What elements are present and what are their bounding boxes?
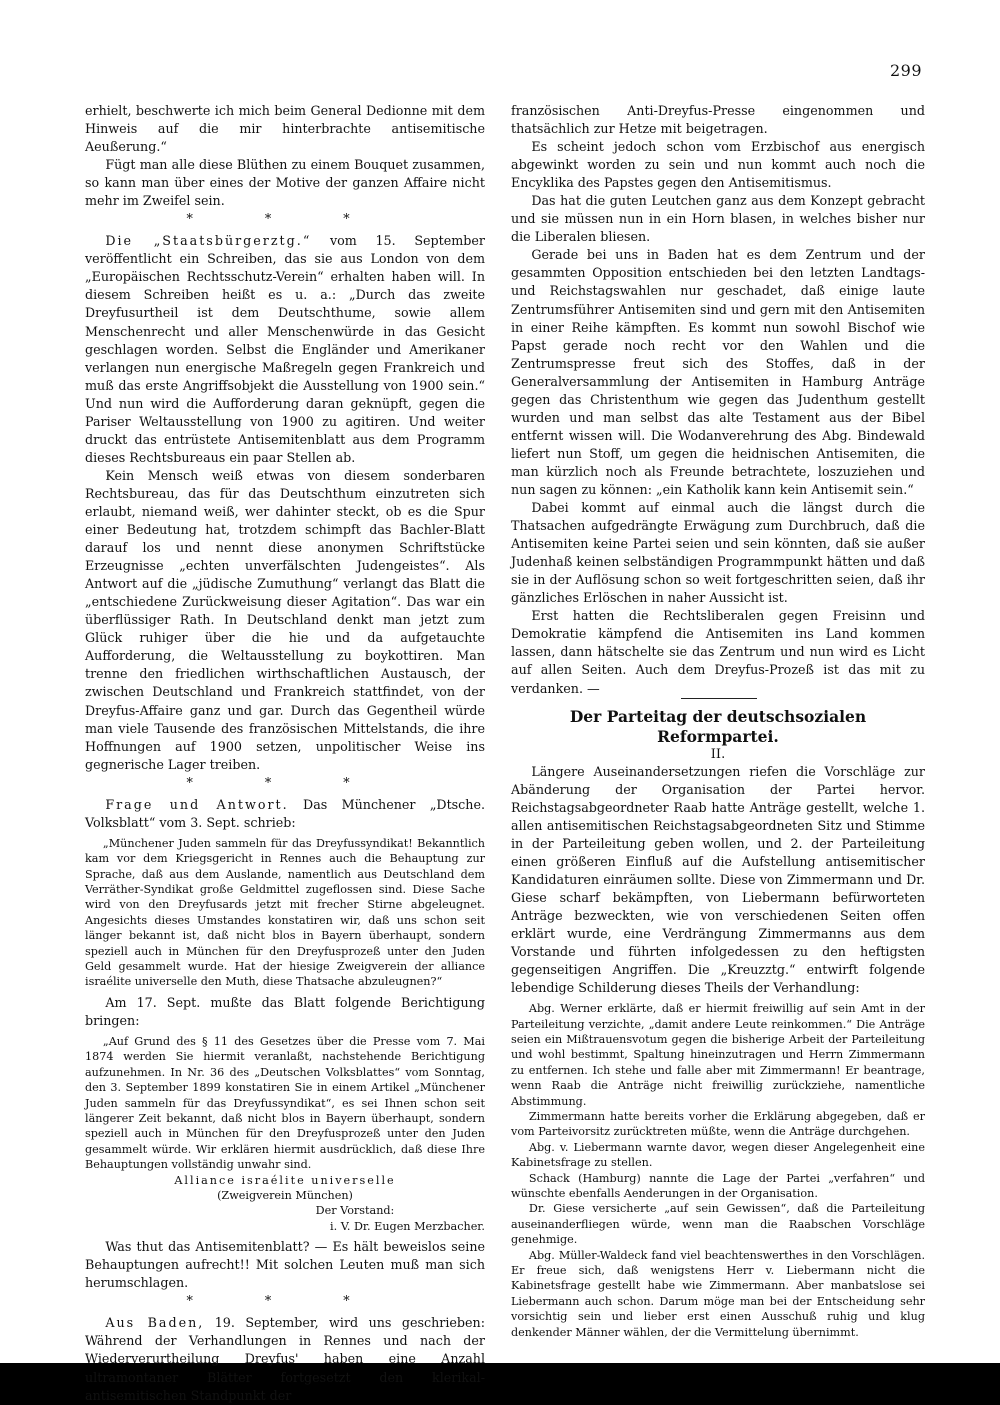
signature-name: i. V. Dr. Eugen Merzbacher. <box>330 1219 485 1233</box>
section-divider: * * * <box>186 211 384 227</box>
quoted-correction: „Auf Grund des § 11 des Gesetzes über die Presse vom 7. Mai 1874 werden Sie hiermit veranlaßt, nachstehende Berichtigung aufzunehmen. In Nr. 36 des „Deutschen Volksblattes“ vom Sonntag, den 3. September 1899 konstatiren Sie in einem Artikel „Münchener Juden sammeln für das Dreyfussyndikat“, es sei Ihnen schon seit längerer Zeit bekannt, daß nicht blos in Bayern überhaupt, sondern speziell auch in München für den Dreyfusprozeß unter den Juden gesammelt würde. Wir erklären hiermit ausdrücklich, daß diese Ihre Behauptungen vollständig unwahr sind. <box>85 1034 485 1172</box>
paragraph: Was thut das Antisemitenblatt? — Es hält beweislos seine Behauptungen aufrecht!! Mit solchen Leuten muß man sich herumschlagen. <box>85 1239 485 1291</box>
section-divider: * * * <box>186 1293 384 1309</box>
paragraph <box>85 796 485 832</box>
page-number: 299 <box>889 61 922 80</box>
signature-organization: Alliance israélite universelle <box>174 1173 396 1187</box>
report-paragraph: Dr. Giese versicherte „auf sein Gewissen“, daß die Parteileitung auseinanderfliegen würde, wenn man die Raabschen Vorschläge genehmige. <box>511 1202 925 1247</box>
article-part-number: II. <box>710 746 726 762</box>
paragraph-text: 19. September, wird uns geschrieben: Während der Verhandlungen in Rennes und nach der Wiederverurtheilung Dreyfus' haben eine Anzahl ultramontaner Blätter fortgesetzt den klerikal-antisemitischen Standpunkt der <box>85 1315 485 1403</box>
right-column <box>511 102 925 1340</box>
paragraph: Am 17. Sept. mußte das Blatt folgende Berichtigung bringen: <box>85 994 485 1028</box>
paragraph-text: Das Münchener „Dtsche. Volksblatt“ vom 3. Sept. schrieb: <box>85 796 485 830</box>
paragraph <box>85 232 485 467</box>
lead-in: Aus Baden, <box>105 1315 205 1331</box>
report-paragraph: Abg. Müller-Waldeck fand viel beachtenswerthes in den Vorschlägen. Er freue sich, daß wenigstens Herr v. Liebermann nicht die Kabinetsfrage gestellt habe wie Zimmermann. Aber manbatslose sei Liebermann auch schon. Darum möge man bei der Entscheidung sehr vorsichtig sein und lieber erst einen Ausschuß ruhig und klug denkender Männer wählen, der die Vermittelung übernimmt. <box>511 1248 925 1339</box>
paragraph: Längere Auseinandersetzungen riefen die Vorschläge zur Abänderung der Organisation der Partei hervor. Reichstagsabgeordneter Raab hatte Anträge gestellt, welche 1. allen antisemitischen Reichstagsabgeordneten Sitz und Stimme in der Parteileitung geben wollen, und 2. der Parteileitung einen größeren Einfluß auf die Aufstellung antisemitischer Kandidaturen einräumen sollte. Diese von Zimmermann und Dr. Giese scharf bekämpften, von Liebermann befürworteten Anträge bezweckten, wie von verschiedenen Seiten offen erklärt wurde, eine Verdrängung Zimmermanns aus dem Vorstande und führten infolgedessen zu den heftigsten gegenseitigen Angriffen. Die „Kreuzztg.“ entwirft folgende lebendige Schilderung dieses Theils der Verhandlung: <box>511 763 925 996</box>
paragraph: Das hat die guten Leutchen ganz aus dem Konzept gebracht und sie müssen nun in ein Horn blasen, in welches bisher nur die Liberalen bliesen. <box>511 193 925 245</box>
report-paragraph: Abg. Werner erklärte, daß er hiermit freiwillig auf sein Amt in der Parteileitung verzichte, „damit andere Leute reinkommen.“ Die Anträge seien ein Mißtrauensvotum gegen die bisherige Arbeit der Parteileitung und wohl bestimmt, Spaltung hineinzutragen und Herrn Zimmermann zu entfernen. Ich stehe und falle aber mit Zimmermann! Er beantrage, wenn Raab die Anträge nicht freiwillig zurückziehe, namentliche Abstimmung. <box>511 1002 925 1108</box>
article-headline: Der Parteitag der deutschsozialen Reformpartei. <box>569 706 867 746</box>
paragraph: Fügt man alle diese Blüthen zu einem Bouquet zusammen, so kann man über eines der Motive der ganzen Affaire nicht mehr im Zweifel sein. <box>85 157 485 209</box>
paragraph: Dabei kommt auf einmal auch die längst durch die Thatsachen aufgedrängte Erwägung zum Durchbruch, daß die Antisemiten keine Partei seien und sein könnten, daß sie außer Judenhaß keinen selbständigen Programmpunkt hätten und daß sie in der Auflösung schon so weit fortgeschritten seien, daß ihr gänzliches Erlöschen in naher Aussicht ist. <box>511 500 925 606</box>
paragraph: Erst hatten die Rechtsliberalen gegen Freisinn und Demokratie kämpfend die Antisemiten ins Land kommen lassen, dann hätschelte sie das Zentrum und nun wird es Licht auf allen Seiten. Auch dem Dreyfus-Prozeß ist das mit zu verdanken. — <box>511 608 925 696</box>
section-divider: * * * <box>186 774 384 790</box>
lead-in: Frage und Antwort. <box>105 796 289 812</box>
paragraph: erhielt, beschwerte ich mich beim General Dedionne mit dem Hinweis auf die mir hinterbrachte antisemitische Aeußerung.“ <box>85 103 485 155</box>
report-paragraph: Schack (Hamburg) nannte die Lage der Partei „verfahren“ und wünschte ebenfalls Aenderungen in der Organisation. <box>511 1171 925 1201</box>
paragraph: Es scheint jedoch schon vom Erzbischof aus energisch abgewinkt worden zu sein und nun kommt auch noch die Encyklika des Papstes gegen den Antisemitismus. <box>511 139 925 191</box>
paragraph: französischen Anti-Dreyfus-Presse eingenommen und thatsächlich zur Hetze mit beigetragen. <box>511 103 925 137</box>
divider-rule <box>681 698 757 699</box>
report-paragraph: Abg. v. Liebermann warnte davor, wegen dieser Angelegenheit eine Kabinetsfrage zu stellen. <box>511 1140 925 1170</box>
quoted-article: „Münchener Juden sammeln für das Dreyfussyndikat! Bekanntlich kam vor dem Kriegsgericht in Rennes auch die Behauptung zur Sprache, daß aus dem Auslande, namentlich aus Deutschland dem Verräther-Syndikat große Geldmittel zugeflossen sind. Diese Sache wird von den Dreyfusards jetzt mit frecher Stirne abgeleugnet. Angesichts dieses Umstandes konstatiren wir, daß uns schon seit länger bekannt ist, daß nicht blos in Bayern überhaupt, sondern speziell auch in München für den Dreyfusprozeß unter den Juden Geld gesammelt wurde. Hat der hiesige Zweigverein der alliance israélite universelle den Muth, diese Thatsache abzuleugnen?“ <box>85 836 485 989</box>
report-paragraph: Zimmermann hatte bereits vorher die Erklärung abgegeben, daß er vom Parteivorsitz zurücktreten müßte, wenn die Anträge durchgehen. <box>511 1110 925 1139</box>
signature-board: Der Vorstand: <box>315 1204 395 1218</box>
paragraph: Kein Mensch weiß etwas von diesem sonderbaren Rechtsbureau, das für das Deutschthum einzutreten sich erlaubt, niemand weiß, wer dahinter steckt, ob es die Spur einer Bedeutung hat, trotzdem schimpft das Bachler-Blatt darauf los und nennt diese anonymen Schriftstücke Erzeugnisse „echten unverfälschten Judengeistes“. Als Antwort auf die „jüdische Zumuthung“ verlangt das Blatt die „entschiedene Zurückweisung dieser Agitation“. Das war ein überflüssiger Rath. In Deutschland denkt man jetzt zum Glück ruhiger über die hie und da aufgetauchte Aufforderung, die Weltausstellung zu boykottiren. Man trenne den friedlichen wirthschaftlichen Austausch, der zwischen Deutschland und Frankreich stattfindet, von der Dreyfus-Affaire ganz und gar. Durch das Gegentheil würde man viele Tausende des französischen Mittelstands, die ihre Hoffnungen auf 1900 setzen, unpolitischer Weise ins gegnerische Lager treiben. <box>85 467 485 772</box>
lead-in: Die „Staatsbürgerztg.“ <box>105 233 312 249</box>
signature-branch: (Zweigverein München) <box>217 1189 353 1202</box>
left-column <box>85 102 485 1405</box>
paragraph: Gerade bei uns in Baden hat es dem Zentrum und der gesammten Opposition entschieden bei den letzten Landtags- und Reichstagswahlen nur geschadet, daß einige laute Zentrumsführer Antisemiten sind und gern mit den Antisemiten in einer Reihe kämpften. Es kommt nun sowohl Bischof wie Papst gerade noch recht vor den Wahlen und die Zentrumspresse freut sich des Stoffes, daß in der Generalversammlung der Antisemiten in Hamburg Anträge gegen das Christenthum wie gegen das Judenthum gestellt wurden und man selbst das alte Testament aus der Bibel entfernt wissen will. Die Wodanverehrung des Abg. Bindewald liefert nun Stoff, um gegen die heidnischen Antisemiten, die man kürzlich noch als Freunde betrachtete, loszuziehen und nun sagen zu können: „ein Katholik kann kein Antisemit sein.“ <box>511 247 925 497</box>
paragraph-text: vom 15. September veröffentlicht ein Schreiben, das sie aus London von dem „Europäischen Rechtsschutz-Verein“ erhalten haben will. In diesem Schreiben heißt es u. a.: „Durch das zweite Dreyfusurtheil ist dem Deutschthume, sowie allem Menschenrecht und aller Menschenwürde in das Gesicht geschlagen worden. Selbst die Engländer und Amerikaner verlangen nun energische Maßregeln gegen Frankreich und muß das erste Angriffsobjekt die Ausstellung von 1900 sein.“ Und nun wird die Aufforderung daran geknüpft, gegen die Pariser Weltausstellung von 1900 zu agitiren. Und weiter druckt das entrüstete Antisemitenblatt aus dem Programm dieses Rechtsbureaus ein paar Stellen ab. <box>85 233 485 465</box>
paragraph <box>85 1314 485 1404</box>
